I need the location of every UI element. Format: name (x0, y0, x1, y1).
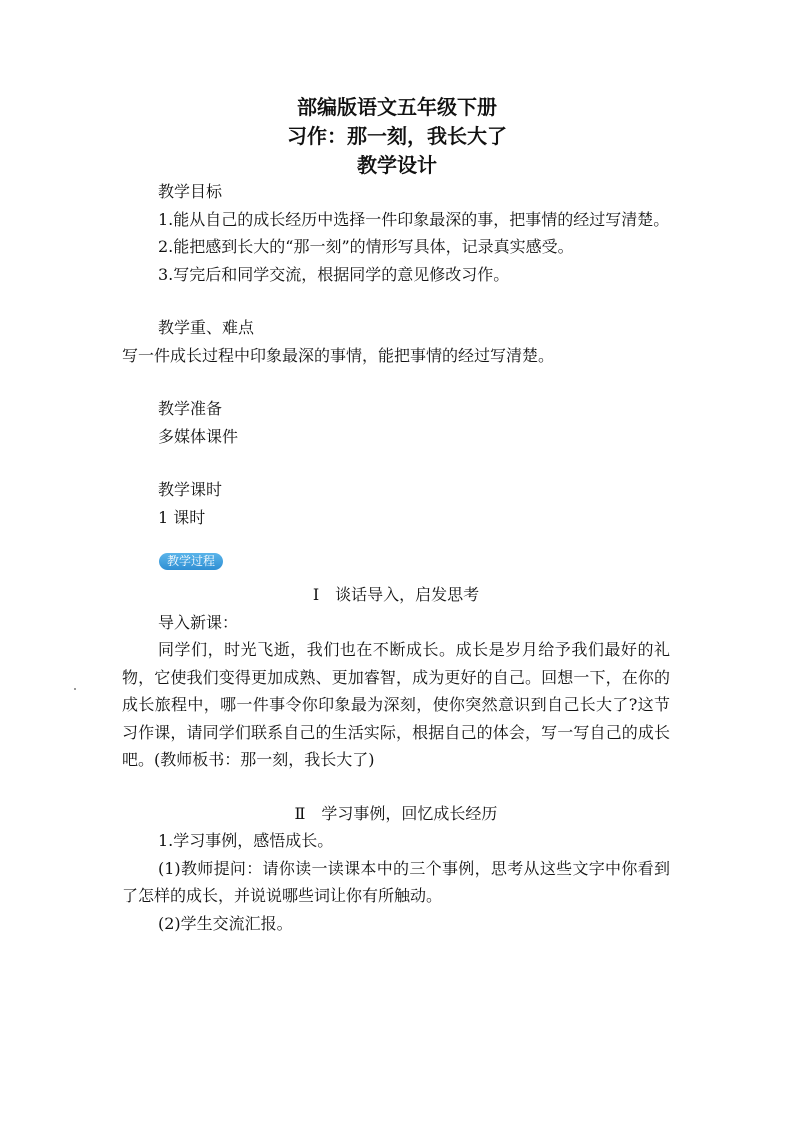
prep-text: 多媒体课件 (158, 426, 239, 446)
prep-heading: 教学准备 (158, 399, 223, 418)
section-2-title: Ⅱ 学习事例，回忆成长经历 (294, 803, 498, 823)
hours-text: 1 课时 (158, 507, 206, 527)
process-badge-row (122, 551, 670, 581)
section-2-item-3: (2)学生交流汇报。 (158, 913, 293, 933)
title-lesson: 习作：那一刻，我长大了 (287, 124, 507, 148)
section-2-item-1: 1.学习事例，感悟成长。 (158, 831, 334, 850)
spacer (122, 531, 670, 551)
hours-heading: 教学课时 (158, 480, 223, 499)
title-textbook: 部编版语文五年级下册 (297, 95, 497, 119)
section-1-title: Ⅰ 谈话导入，启发思考 (312, 585, 480, 604)
process-badge: 教学过程 (159, 553, 223, 570)
spacer (122, 288, 670, 314)
goals-heading: 教学目标 (158, 182, 223, 201)
focus-heading: 教学重、难点 (158, 318, 255, 337)
goal-item-3: 3.写完后和同学交流，根据同学的意见修改习作。 (158, 264, 510, 284)
spacer (122, 450, 670, 476)
margin-speck (74, 688, 76, 690)
spacer (122, 774, 670, 800)
section-1-paragraph: 同学们，时光飞逝，我们也在不断成长。成长是岁月给予我们最好的礼物，它使我们变得更加成熟、更加睿智，成为更好的自己。回想一下，在你的成长旅程中，哪一件事令你印象最为深刻，使你突然意识到自己长大了?这节习作课，请同学们联系自己的生活实际，根据自己的体会，写一写自己的成长吧。(教师板书：那一刻，我长大了) (122, 640, 670, 769)
goal-item-1: 1.能从自己的成长经历中选择一件印象最深的事，把事情的经过写清楚。 (158, 209, 670, 229)
section-2-item-2: (1)教师提问：请你读一读课本中的三个事例，思考从这些文字中你看到了怎样的成长，并说说哪些词让你有所触动。 (122, 858, 670, 905)
section-1-lead: 导入新课： (158, 612, 239, 632)
title-block (0, 93, 794, 180)
goal-item-2: 2.能把感到长大的“那一刻”的情形写具体，记录真实感受。 (158, 237, 574, 256)
spacer (122, 369, 670, 395)
title-doc-type: 教学设计 (357, 153, 437, 177)
document-body (122, 178, 670, 937)
focus-text: 写一件成长过程中印象最深的事情，能把事情的经过写清楚。 (122, 345, 555, 365)
